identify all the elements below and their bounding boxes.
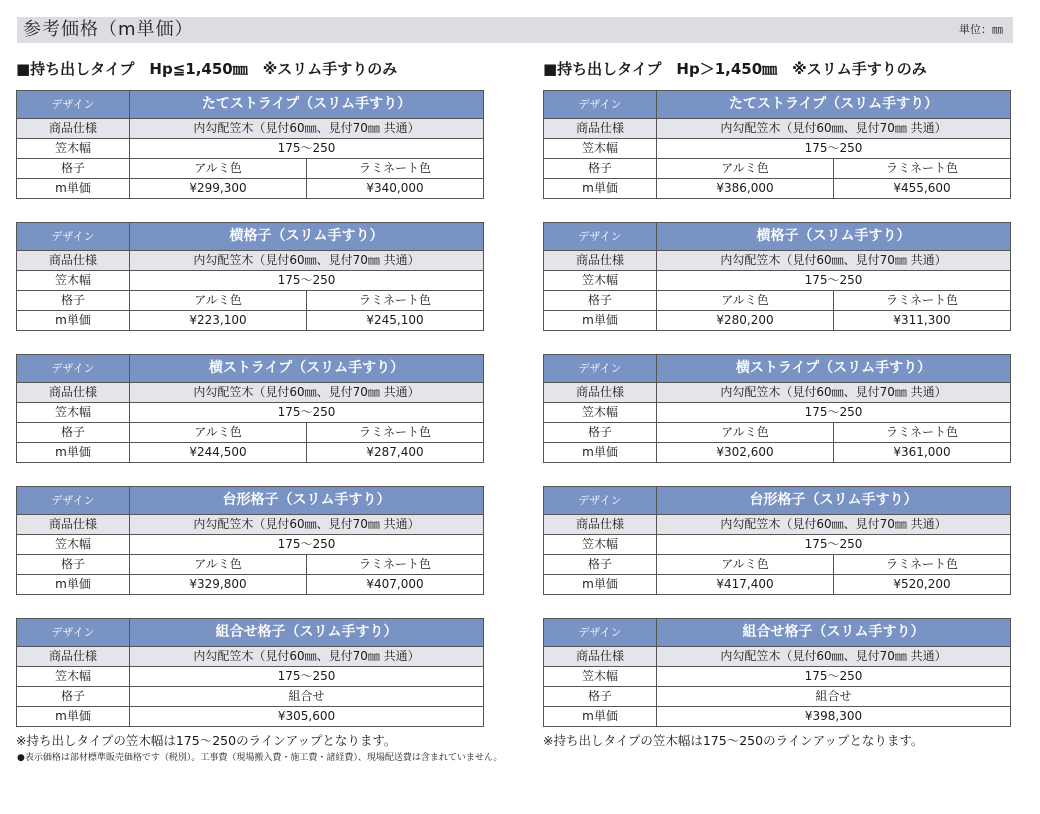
column-note: ※持ち出しタイプの笠木幅は175～250のラインアップとなります。 <box>543 733 924 748</box>
design-label: デザイン <box>544 91 657 119</box>
spec-label: 商品仕様 <box>17 515 130 535</box>
design-name: たてストライプ（スリム手すり） <box>130 91 484 119</box>
koshi-laminate: ラミネート色 <box>834 555 1011 575</box>
spec-label: 商品仕様 <box>17 119 130 139</box>
design-row <box>17 487 484 515</box>
column-title: ■持ち出しタイプ Hp＞1,450㎜ ※スリム手すりのみ <box>543 60 927 78</box>
koshi-combined: 組合せ <box>657 687 1011 707</box>
design-row <box>544 619 1011 647</box>
price-table <box>16 354 484 463</box>
design-name: 台形格子（スリム手すり） <box>130 487 484 515</box>
spec-label: 商品仕様 <box>544 251 657 271</box>
design-label: デザイン <box>544 355 657 383</box>
kasagi-width-row <box>17 139 484 159</box>
price-table <box>16 90 484 199</box>
price-table <box>16 486 484 595</box>
koshi-alumi: アルミ色 <box>130 423 307 443</box>
design-label: デザイン <box>17 355 130 383</box>
kasagi-width-label: 笠木幅 <box>544 271 657 291</box>
spec-value: 内勾配笠木（見付60㎜、見付70㎜ 共通） <box>657 119 1011 139</box>
unit-price-row <box>17 311 484 331</box>
page-title: 参考価格（m単価） <box>23 19 194 40</box>
koshi-label: 格子 <box>544 159 657 179</box>
kasagi-width-label: 笠木幅 <box>544 139 657 159</box>
unit-price-label: m単価 <box>544 179 657 199</box>
spec-value: 内勾配笠木（見付60㎜、見付70㎜ 共通） <box>130 251 484 271</box>
koshi-label: 格子 <box>17 555 130 575</box>
kasagi-width-row <box>544 139 1011 159</box>
spec-label: 商品仕様 <box>544 647 657 667</box>
price-table <box>543 354 1011 463</box>
unit-price-label: m単価 <box>17 575 130 595</box>
header-bar <box>17 17 1013 43</box>
koshi-alumi: アルミ色 <box>657 555 834 575</box>
kasagi-width-value: 175～250 <box>130 403 484 423</box>
design-name: 組合せ格子（スリム手すり） <box>657 619 1011 647</box>
design-name: たてストライプ（スリム手すり） <box>657 91 1011 119</box>
unit-price-label: m単価 <box>544 707 657 727</box>
kasagi-width-row <box>544 271 1011 291</box>
price-alumi: ¥302,600 <box>657 443 834 463</box>
koshi-row <box>17 423 484 443</box>
design-name: 組合せ格子（スリム手すり） <box>130 619 484 647</box>
price-table <box>543 618 1011 727</box>
kasagi-width-value: 175～250 <box>657 535 1011 555</box>
koshi-alumi: アルミ色 <box>130 159 307 179</box>
koshi-row <box>17 159 484 179</box>
koshi-label: 格子 <box>17 687 130 707</box>
koshi-label: 格子 <box>544 291 657 311</box>
koshi-laminate: ラミネート色 <box>834 291 1011 311</box>
design-label: デザイン <box>17 619 130 647</box>
spec-label: 商品仕様 <box>544 515 657 535</box>
kasagi-width-label: 笠木幅 <box>544 667 657 687</box>
spec-value: 内勾配笠木（見付60㎜、見付70㎜ 共通） <box>130 383 484 403</box>
kasagi-width-value: 175～250 <box>130 139 484 159</box>
design-row <box>17 355 484 383</box>
design-row <box>544 91 1011 119</box>
koshi-laminate: ラミネート色 <box>307 159 484 179</box>
kasagi-width-row <box>544 535 1011 555</box>
unit-price-row <box>544 179 1011 199</box>
koshi-alumi: アルミ色 <box>130 291 307 311</box>
unit-price-label: m単価 <box>17 179 130 199</box>
price-laminate: ¥311,300 <box>834 311 1011 331</box>
spec-label: 商品仕様 <box>17 647 130 667</box>
spec-value: 内勾配笠木（見付60㎜、見付70㎜ 共通） <box>130 515 484 535</box>
koshi-label: 格子 <box>17 291 130 311</box>
kasagi-width-label: 笠木幅 <box>17 403 130 423</box>
design-row <box>17 91 484 119</box>
design-label: デザイン <box>544 487 657 515</box>
unit-price-row <box>17 443 484 463</box>
design-label: デザイン <box>544 223 657 251</box>
koshi-laminate: ラミネート色 <box>307 555 484 575</box>
footer-note: ●表示価格は部材標準販売価格です（税別）。工事費（現場搬入費・施工費・諸経費）、現場配送費は含まれていません。 <box>17 753 503 763</box>
koshi-label: 格子 <box>544 555 657 575</box>
price-laminate: ¥361,000 <box>834 443 1011 463</box>
column-title: ■持ち出しタイプ Hp≦1,450㎜ ※スリム手すりのみ <box>16 60 398 78</box>
design-label: デザイン <box>17 223 130 251</box>
spec-value: 内勾配笠木（見付60㎜、見付70㎜ 共通） <box>130 647 484 667</box>
koshi-label: 格子 <box>544 687 657 707</box>
price-laminate: ¥245,100 <box>307 311 484 331</box>
kasagi-width-label: 笠木幅 <box>17 535 130 555</box>
price-laminate: ¥520,200 <box>834 575 1011 595</box>
price-table <box>543 486 1011 595</box>
unit-price-row <box>544 707 1011 727</box>
spec-label: 商品仕様 <box>544 119 657 139</box>
spec-row <box>544 647 1011 667</box>
kasagi-width-row <box>17 403 484 423</box>
unit-price-row <box>17 707 484 727</box>
spec-value: 内勾配笠木（見付60㎜、見付70㎜ 共通） <box>657 647 1011 667</box>
unit-price-label: m単価 <box>544 311 657 331</box>
price-laminate: ¥287,400 <box>307 443 484 463</box>
design-label: デザイン <box>17 91 130 119</box>
kasagi-width-label: 笠木幅 <box>17 271 130 291</box>
unit-price-row <box>544 443 1011 463</box>
design-label: デザイン <box>544 619 657 647</box>
design-row <box>544 223 1011 251</box>
unit-price-label: m単価 <box>17 707 130 727</box>
spec-value: 内勾配笠木（見付60㎜、見付70㎜ 共通） <box>130 119 484 139</box>
price-table <box>16 618 484 727</box>
design-name: 横格子（スリム手すり） <box>657 223 1011 251</box>
design-row <box>544 487 1011 515</box>
kasagi-width-row <box>17 271 484 291</box>
design-label: デザイン <box>17 487 130 515</box>
spec-row <box>17 515 484 535</box>
price-table <box>543 90 1011 199</box>
price-alumi: ¥299,300 <box>130 179 307 199</box>
spec-row <box>544 119 1011 139</box>
kasagi-width-value: 175～250 <box>130 535 484 555</box>
unit-price-row <box>544 311 1011 331</box>
kasagi-width-value: 175～250 <box>657 139 1011 159</box>
koshi-label: 格子 <box>17 423 130 443</box>
kasagi-width-value: 175～250 <box>130 667 484 687</box>
price-laminate: ¥340,000 <box>307 179 484 199</box>
koshi-row <box>17 555 484 575</box>
kasagi-width-row <box>544 403 1011 423</box>
spec-label: 商品仕様 <box>17 383 130 403</box>
design-row <box>544 355 1011 383</box>
unit-price-row <box>544 575 1011 595</box>
koshi-row <box>544 291 1011 311</box>
price-alumi: ¥386,000 <box>657 179 834 199</box>
koshi-laminate: ラミネート色 <box>834 159 1011 179</box>
koshi-alumi: アルミ色 <box>130 555 307 575</box>
design-name: 横格子（スリム手すり） <box>130 223 484 251</box>
design-name: 台形格子（スリム手すり） <box>657 487 1011 515</box>
kasagi-width-row <box>17 667 484 687</box>
unit-label: 単位：㎜ <box>959 23 1003 36</box>
price-combined: ¥305,600 <box>130 707 484 727</box>
koshi-row <box>544 555 1011 575</box>
unit-price-label: m単価 <box>17 311 130 331</box>
kasagi-width-value: 175～250 <box>130 271 484 291</box>
unit-price-row <box>17 575 484 595</box>
column-note: ※持ち出しタイプの笠木幅は175～250のラインアップとなります。 <box>16 733 397 748</box>
koshi-row <box>17 687 484 707</box>
kasagi-width-label: 笠木幅 <box>544 535 657 555</box>
price-combined: ¥398,300 <box>657 707 1011 727</box>
koshi-row <box>17 291 484 311</box>
price-tables <box>543 90 1013 727</box>
design-row <box>17 223 484 251</box>
koshi-label: 格子 <box>17 159 130 179</box>
design-row <box>17 619 484 647</box>
koshi-alumi: アルミ色 <box>657 423 834 443</box>
unit-price-label: m単価 <box>17 443 130 463</box>
spec-row <box>544 515 1011 535</box>
unit-price-row <box>17 179 484 199</box>
koshi-alumi: アルミ色 <box>657 159 834 179</box>
price-alumi: ¥417,400 <box>657 575 834 595</box>
kasagi-width-value: 175～250 <box>657 667 1011 687</box>
koshi-row <box>544 423 1011 443</box>
koshi-laminate: ラミネート色 <box>834 423 1011 443</box>
kasagi-width-row <box>544 667 1011 687</box>
spec-row <box>544 251 1011 271</box>
spec-row <box>17 647 484 667</box>
price-alumi: ¥244,500 <box>130 443 307 463</box>
price-alumi: ¥223,100 <box>130 311 307 331</box>
spec-value: 内勾配笠木（見付60㎜、見付70㎜ 共通） <box>657 515 1011 535</box>
koshi-row <box>544 159 1011 179</box>
design-name: 横ストライプ（スリム手すり） <box>130 355 484 383</box>
design-name: 横ストライプ（スリム手すり） <box>657 355 1011 383</box>
kasagi-width-value: 175～250 <box>657 403 1011 423</box>
price-alumi: ¥280,200 <box>657 311 834 331</box>
koshi-alumi: アルミ色 <box>657 291 834 311</box>
spec-value: 内勾配笠木（見付60㎜、見付70㎜ 共通） <box>657 383 1011 403</box>
kasagi-width-label: 笠木幅 <box>17 667 130 687</box>
left-column <box>16 58 486 749</box>
unit-price-label: m単価 <box>544 443 657 463</box>
price-laminate: ¥455,600 <box>834 179 1011 199</box>
price-alumi: ¥329,800 <box>130 575 307 595</box>
price-tables <box>16 90 486 727</box>
koshi-laminate: ラミネート色 <box>307 291 484 311</box>
koshi-combined: 組合せ <box>130 687 484 707</box>
spec-label: 商品仕様 <box>17 251 130 271</box>
price-table <box>16 222 484 331</box>
spec-row <box>17 383 484 403</box>
kasagi-width-row <box>17 535 484 555</box>
price-laminate: ¥407,000 <box>307 575 484 595</box>
koshi-laminate: ラミネート色 <box>307 423 484 443</box>
price-table <box>543 222 1011 331</box>
kasagi-width-value: 175～250 <box>657 271 1011 291</box>
koshi-label: 格子 <box>544 423 657 443</box>
kasagi-width-label: 笠木幅 <box>17 139 130 159</box>
spec-row <box>544 383 1011 403</box>
spec-label: 商品仕様 <box>544 383 657 403</box>
spec-value: 内勾配笠木（見付60㎜、見付70㎜ 共通） <box>657 251 1011 271</box>
spec-row <box>17 251 484 271</box>
spec-row <box>17 119 484 139</box>
unit-price-label: m単価 <box>544 575 657 595</box>
right-column <box>543 58 1013 749</box>
kasagi-width-label: 笠木幅 <box>544 403 657 423</box>
koshi-row <box>544 687 1011 707</box>
